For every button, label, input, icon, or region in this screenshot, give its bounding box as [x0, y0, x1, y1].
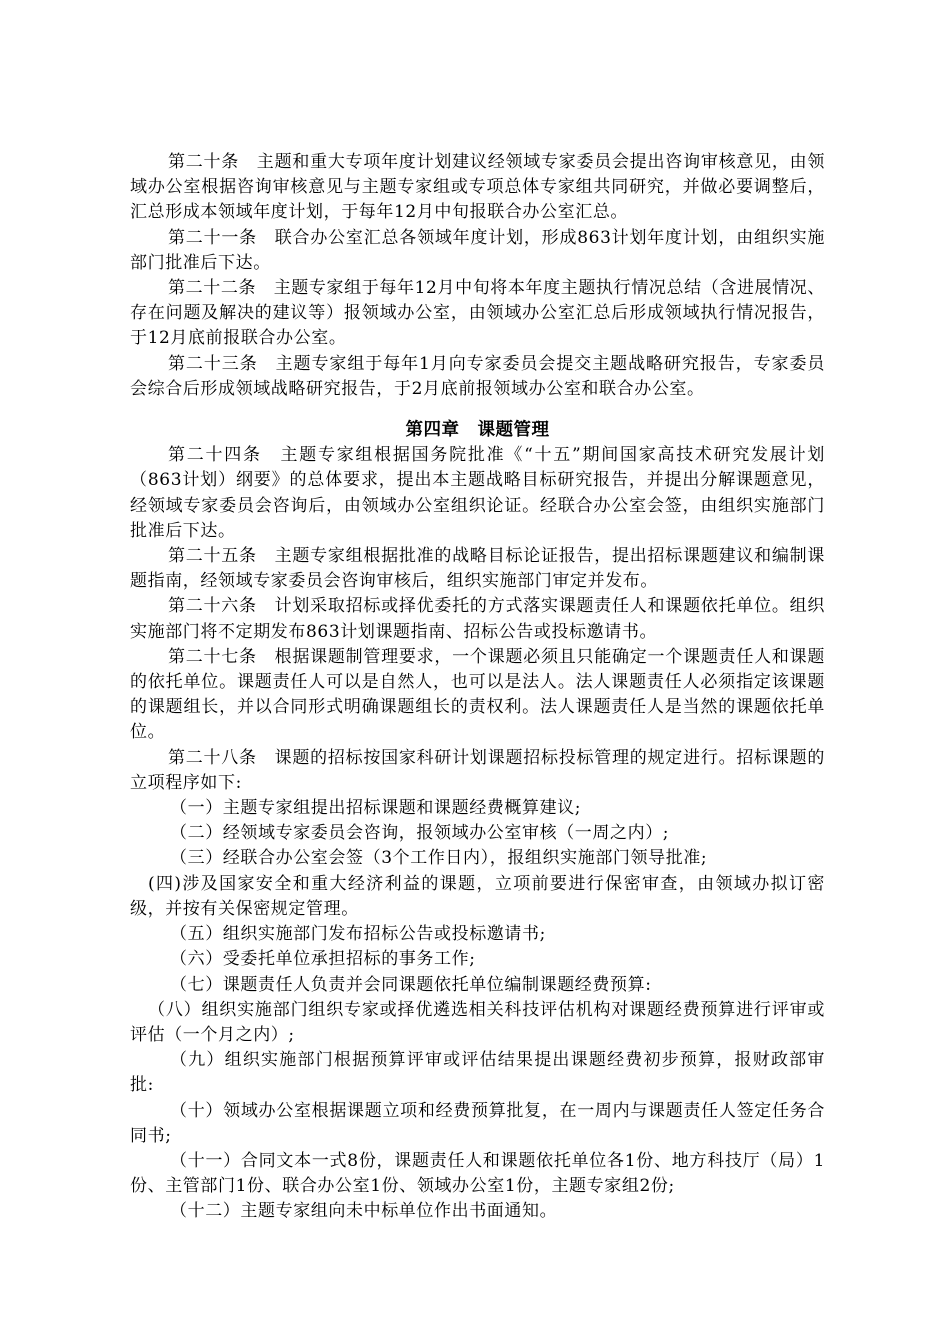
article-28: 第二十八条 课题的招标按国家科研计划课题招标投标管理的规定进行。招标课题的立项程序如下:: [130, 747, 825, 793]
procedure-item: （一）主题专家组提出招标课题和课题经费概算建议;: [170, 798, 582, 819]
procedure-item: （九）组织实施部门根据预算评审或评估结果提出课题经费初步预算，报财政部审批:: [130, 1050, 825, 1096]
procedure-item: （十一）合同文本一式8份，课题责任人和课题依托单位各1份、地方科技厅（局）1份、主管部门1份、联合办公室1份、领域办公室1份，主题专家组2份;: [130, 1150, 825, 1197]
procedure-item: （三）经联合办公室会签（3个工作日内），报组织实施部门领导批准;: [170, 848, 708, 869]
article-26: 第二十六条 计划采取招标或择优委托的方式落实课题责任人和课题依托单位。组织实施部门将不定期发布863计划课题指南、招标公告或投标邀请书。: [130, 596, 825, 642]
article-23: 第二十三条 主题专家组于每年1月向专家委员会提交主题战略研究报告，专家委员会综合后形成领域战略研究报告，于2月底前报领域办公室和联合办公室。: [130, 353, 825, 399]
procedure-item: （五）组织实施部门发布招标公告或投标邀请书;: [170, 924, 546, 945]
article-24: 第二十四条 主题专家组根据国务院批准《“十五”期间国家高技术研究发展计划（863计划）纲要》的总体要求，提出本主题战略目标研究报告，并提出分解课题意见，经领域专家委员会咨询后，由领域办公室组织论证。经联合办公室会签，由组织实施部门批准后下达。: [130, 445, 825, 541]
procedure-list: [130, 796, 825, 1224]
article-27: 第二十七条 根据课题制管理要求，一个课题必须且只能确定一个课题责任人和课题的依托单位。课题责任人可以是自然人，也可以是法人。法人课题责任人必须指定该课题的课题组长，并以合同形式明确课题组长的责权利。法人课题责任人是当然的课题依托单位。: [130, 646, 825, 743]
procedure-item: （七）课题责任人负责并会同课题依托单位编制课题经费预算:: [170, 974, 652, 995]
article-25: 第二十五条 主题专家组根据批准的战略目标论证报告，提出招标课题建议和编制课题指南，经领域专家委员会咨询审核后，组织实施部门审定并发布。: [130, 546, 825, 592]
procedure-item: (四)涉及国家安全和重大经济利益的课题，立项前要进行保密审查，由领域办拟订密级，并按有关保密规定管理。: [130, 873, 825, 919]
procedure-item: （十二）主题专家组向未中标单位作出书面通知。: [170, 1201, 558, 1222]
article-20: 第二十条 主题和重大专项年度计划建议经领域专家委员会提出咨询审核意见，由领域办公室根据咨询审核意见与主题专家组或专项总体专家组共同研究，并做必要调整后，汇总形成本领域年度计划，于每年12月中旬报联合办公室汇总。: [130, 152, 825, 223]
procedure-item: （六）受委托单位承担招标的事务工作;: [170, 949, 476, 970]
procedure-item: （八）组织实施部门组织专家或择优遴选相关科技评估机构对课题经费预算进行评审或评估（一个月之内）;: [130, 999, 825, 1045]
document-page: [130, 150, 825, 1225]
procedure-item: （二）经领域专家委员会咨询，报领域办公室审核（一周之内）;: [170, 823, 670, 844]
article-21: 第二十一条 联合办公室汇总各领域年度计划，形成863计划年度计划，由组织实施部门批准后下达。: [130, 227, 825, 273]
chapter-title: 第四章 课题管理: [405, 420, 550, 441]
article-22: 第二十二条 主题专家组于每年12月中旬将本年度主题执行情况总结（含进展情况、存在问题及解决的建议等）报领域办公室，由领域办公室汇总后形成领域执行情况报告，于12月底前报联合办公室。: [130, 278, 825, 349]
procedure-item: （十）领域办公室根据课题立项和经费预算批复，在一周内与课题责任人签定任务合同书;: [130, 1100, 825, 1146]
